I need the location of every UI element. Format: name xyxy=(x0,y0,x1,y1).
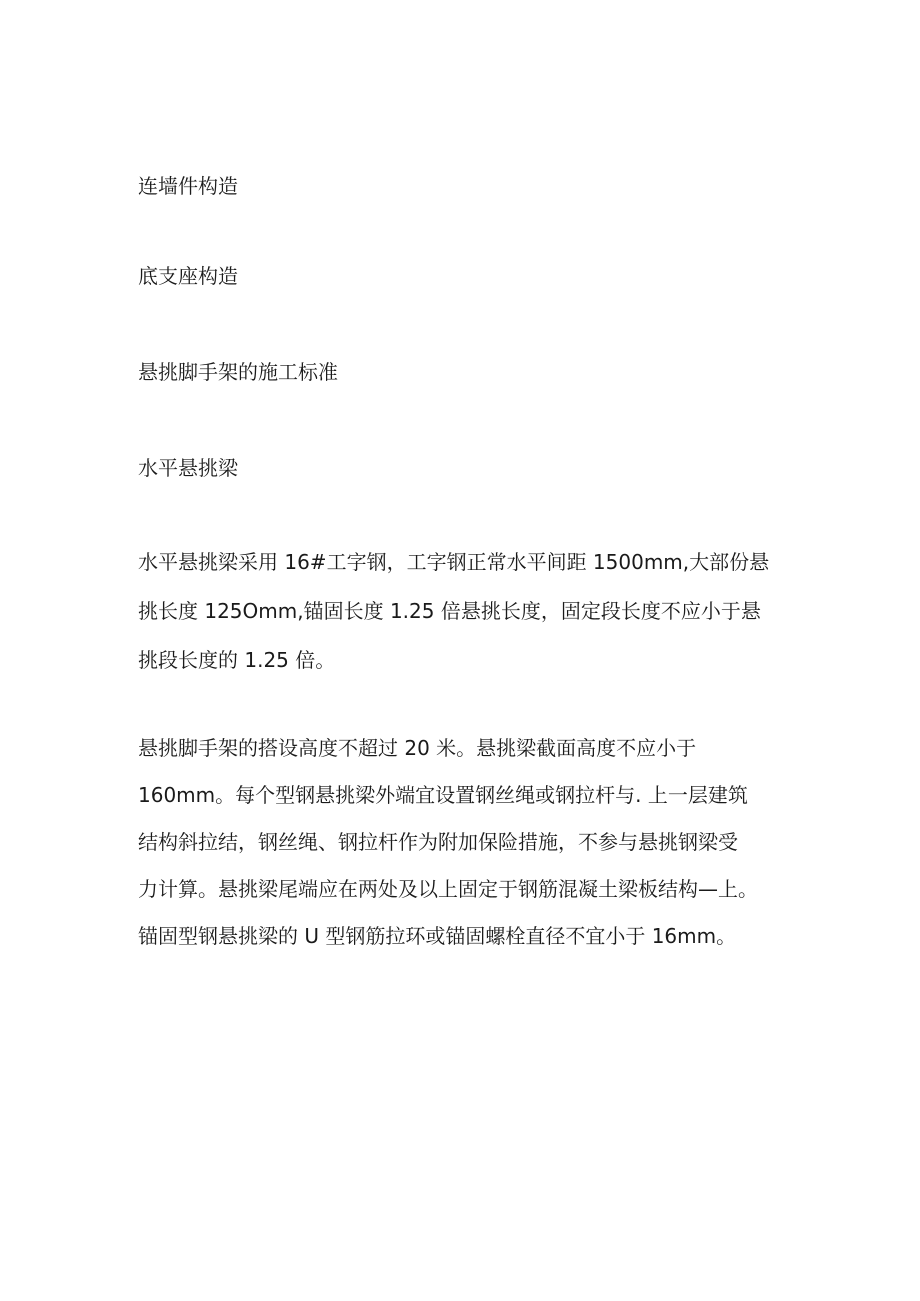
paragraph-line: 悬挑脚手架的搭设高度不超过 20 米。悬挑梁截面高度不应小于 xyxy=(138,736,697,760)
paragraph-line: 160mm。每个型钢悬挑梁外端宜设置钢丝绳或钢拉杆与. 上一层建筑 xyxy=(138,783,748,807)
section-heading-construction-standard: 悬挑脚手架的施工标准 xyxy=(138,360,338,384)
section-heading-base-support: 底支座构造 xyxy=(138,264,238,288)
paragraph-line: 结构斜拉结，钢丝绳、钢拉杆作为附加保险措施，不参与悬挑钢梁受 xyxy=(138,830,738,854)
section-heading-wall-ties: 连墙件构造 xyxy=(138,174,238,198)
paragraph-line: 挑段长度的 1.25 倍。 xyxy=(138,648,336,672)
paragraph-line: 锚固型钢悬挑梁的 U 型钢筋拉环或锚固螺栓直径不宜小于 16mm。 xyxy=(138,924,737,948)
paragraph-line: 力计算。悬挑梁尾端应在两处及以上固定于钢筋混凝土梁板结构—上。 xyxy=(138,877,758,901)
section-heading-horizontal-cantilever-beam: 水平悬挑梁 xyxy=(138,456,238,480)
paragraph-line: 挑长度 125Omm,锚固长度 1.25 倍悬挑长度，固定段长度不应小于悬 xyxy=(138,599,761,623)
paragraph-line: 水平悬挑梁采用 16#工字钢，工字钢正常水平间距 1500mm,大部份悬 xyxy=(138,550,770,574)
